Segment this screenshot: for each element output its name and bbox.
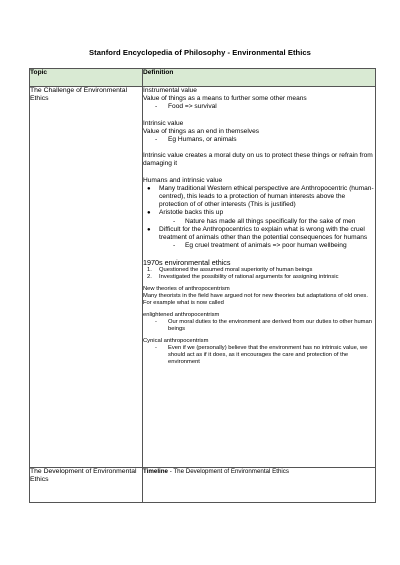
timeline-label: Timeline xyxy=(143,468,168,475)
humans-bullet-1: Many traditional Western ethical perspective are Anthropocentric (human-centred), this leads to a protection of human interests above the protection of of other interests (This is justified) xyxy=(159,184,374,209)
bullet-marker: ● xyxy=(147,210,151,217)
s1970-item-2: Investigated the possibility of rational arguments for assigning intrinsic xyxy=(159,274,339,281)
dash-marker: - xyxy=(155,345,157,352)
intrinsic-duty-text: Intrinsic value creates a moral duty on us to protect these things or refrain from damaging it xyxy=(143,152,373,168)
humans-heading: Humans and intrinsic value xyxy=(143,176,223,184)
notes-table xyxy=(29,68,376,503)
list-item xyxy=(143,136,375,144)
timeline-text: - The Development of Environmental Ethics xyxy=(168,468,289,475)
new-theories-heading: New theories of anthropocentrism xyxy=(143,286,230,293)
list-item xyxy=(143,185,375,210)
dash-marker: - xyxy=(155,319,157,326)
instrumental-example: Food => survival xyxy=(168,103,217,111)
list-item xyxy=(143,345,375,366)
header-topic: Topic xyxy=(30,69,143,87)
cynical-heading: Cynical anthropocentrism xyxy=(143,338,209,345)
humans-bullet-3-sub: Eg cruel treatment of animals => poor human wellbeing xyxy=(185,242,347,250)
humans-bullet-2-sub: Nature has made all things specifically for the sake of men xyxy=(185,217,356,225)
enlightened-heading: enlightened anthropocentrism xyxy=(143,312,220,319)
humans-bullet-3: Difficult for the Anthropocentrics to explain what is wrong with the cruel treatment of animals other than the potential consequences for humans xyxy=(159,225,368,242)
definition-cell xyxy=(143,87,376,468)
dash-marker: - xyxy=(173,217,176,225)
bullet-marker: ● xyxy=(147,185,151,192)
intrinsic-heading: Intrinsic value xyxy=(143,119,184,127)
list-item xyxy=(143,267,375,274)
list-item xyxy=(143,242,375,250)
intrinsic-example: Eg Humans, or animals xyxy=(168,136,237,144)
table-row xyxy=(30,87,376,468)
topic-cell: The Challenge of Environmental Ethics xyxy=(30,87,143,468)
list-item xyxy=(143,209,375,217)
list-item xyxy=(143,218,375,226)
dash-marker: - xyxy=(155,103,158,111)
s1970-item-1: Questioned the assumed moral superiority of human beings xyxy=(159,267,313,274)
table-row xyxy=(30,468,376,503)
page-title: Stanford Encyclopedia of Philosophy - Environmental Ethics xyxy=(89,48,311,57)
s1970-heading: 1970s environmental ethics xyxy=(143,258,231,268)
instrumental-text: Value of things as a means to further some other means xyxy=(143,95,307,103)
dash-marker: - xyxy=(155,136,158,144)
number-marker: 2. xyxy=(147,274,152,281)
dash-marker: - xyxy=(173,242,176,250)
definition-cell xyxy=(143,468,376,503)
topic-cell: The Development of Environmental Ethics xyxy=(30,468,143,503)
cynical-sub: Even if we (personally) believe that the environment has no intrinsic value, we should act as if it does, as it encourages the care and protection of the environment xyxy=(168,345,368,366)
bullet-marker: ● xyxy=(147,226,151,233)
list-item xyxy=(143,319,375,333)
list-item xyxy=(143,226,375,242)
list-item xyxy=(143,274,375,281)
header-definition: Definition xyxy=(143,69,376,87)
humans-bullet-2: Aristotle backs this up xyxy=(159,209,224,217)
number-marker: 1. xyxy=(147,267,152,274)
new-theories-text: Many theorists in the field have argued not for new theories but adaptations of old ones. For example what is now called xyxy=(143,293,368,307)
table-header-row xyxy=(30,69,376,87)
enlightened-sub: Our moral duties to the environment are derived from our duties to other human beings xyxy=(168,319,372,333)
intrinsic-text: Value of things as an end in themselves xyxy=(143,127,260,135)
list-item xyxy=(143,103,375,111)
instrumental-heading: Instrumental value xyxy=(143,87,197,94)
